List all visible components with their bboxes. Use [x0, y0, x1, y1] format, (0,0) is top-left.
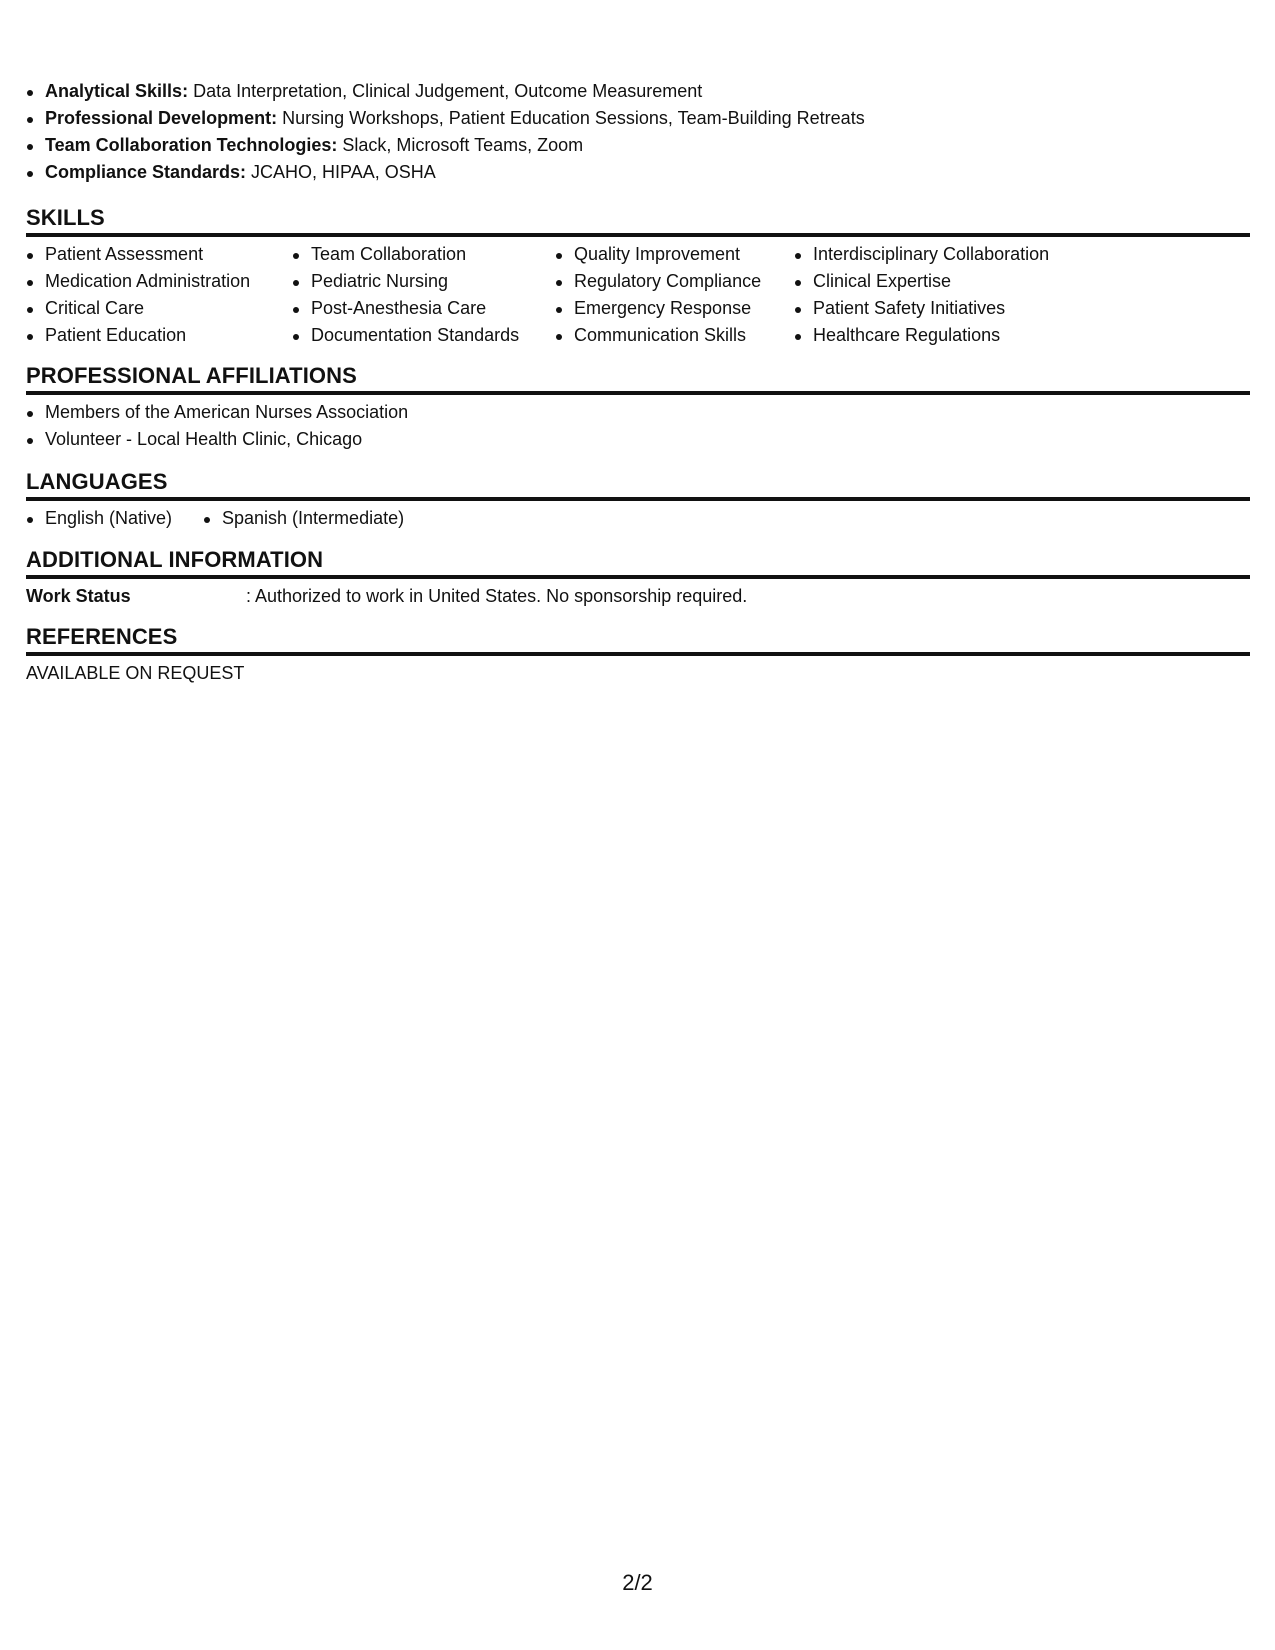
skill-item: Interdisciplinary Collaboration [794, 241, 1094, 268]
languages-heading: LANGUAGES [26, 469, 1250, 501]
skills-column [555, 241, 794, 349]
skills-column [292, 241, 555, 349]
page-number: 2/2 [622, 1570, 653, 1595]
skill-item: Healthcare Regulations [794, 322, 1094, 349]
skill-item: Pediatric Nursing [292, 268, 555, 295]
item-label: Compliance Standards: [45, 162, 247, 182]
resume-page [26, 78, 1250, 687]
references-heading: REFERENCES [26, 624, 1250, 656]
skill-item: Clinical Expertise [794, 268, 1094, 295]
skill-item: Team Collaboration [292, 241, 555, 268]
additional-info-heading: ADDITIONAL INFORMATION [26, 547, 1250, 579]
skill-item: Documentation Standards [292, 322, 555, 349]
languages-list [26, 505, 1250, 532]
list-item: Volunteer - Local Health Clinic, Chicago [26, 426, 1250, 453]
skill-item: Medication Administration [26, 268, 292, 295]
list-item [26, 132, 1250, 159]
skills-column [26, 241, 292, 349]
skill-item: Communication Skills [555, 322, 794, 349]
item-value: Slack, Microsoft Teams, Zoom [337, 135, 584, 155]
skill-item: Critical Care [26, 295, 292, 322]
work-status-row [26, 583, 1250, 610]
references-text: AVAILABLE ON REQUEST [26, 663, 245, 683]
skills-heading: SKILLS [26, 205, 1250, 237]
list-item [26, 78, 1250, 105]
item-label: Team Collaboration Technologies: [45, 135, 338, 155]
affiliations-heading: PROFESSIONAL AFFILIATIONS [26, 363, 1250, 395]
skill-item: Emergency Response [555, 295, 794, 322]
skill-item: Patient Safety Initiatives [794, 295, 1094, 322]
language-item: English (Native) [26, 505, 203, 532]
language-item: Spanish (Intermediate) [203, 505, 404, 532]
skill-item: Regulatory Compliance [555, 268, 794, 295]
item-value: Data Interpretation, Clinical Judgement, Outcome Measurement [188, 81, 703, 101]
skills-column [794, 241, 1094, 349]
list-item [26, 159, 1250, 186]
item-value: JCAHO, HIPAA, OSHA [246, 162, 436, 182]
competencies-list [26, 78, 1250, 186]
skill-item: Patient Education [26, 322, 292, 349]
skills-grid [26, 241, 1250, 349]
work-status-value: : Authorized to work in United States. No sponsorship required. [246, 586, 748, 606]
list-item [26, 105, 1250, 132]
list-item: Members of the American Nurses Association [26, 399, 1250, 426]
item-label: Professional Development: [45, 108, 278, 128]
work-status-label: Work Status [26, 586, 131, 606]
item-label: Analytical Skills: [45, 81, 189, 101]
affiliations-list [26, 399, 1250, 453]
item-value: Nursing Workshops, Patient Education Sessions, Team-Building Retreats [277, 108, 865, 128]
skill-item: Patient Assessment [26, 241, 292, 268]
skill-item: Post-Anesthesia Care [292, 295, 555, 322]
skill-item: Quality Improvement [555, 241, 794, 268]
